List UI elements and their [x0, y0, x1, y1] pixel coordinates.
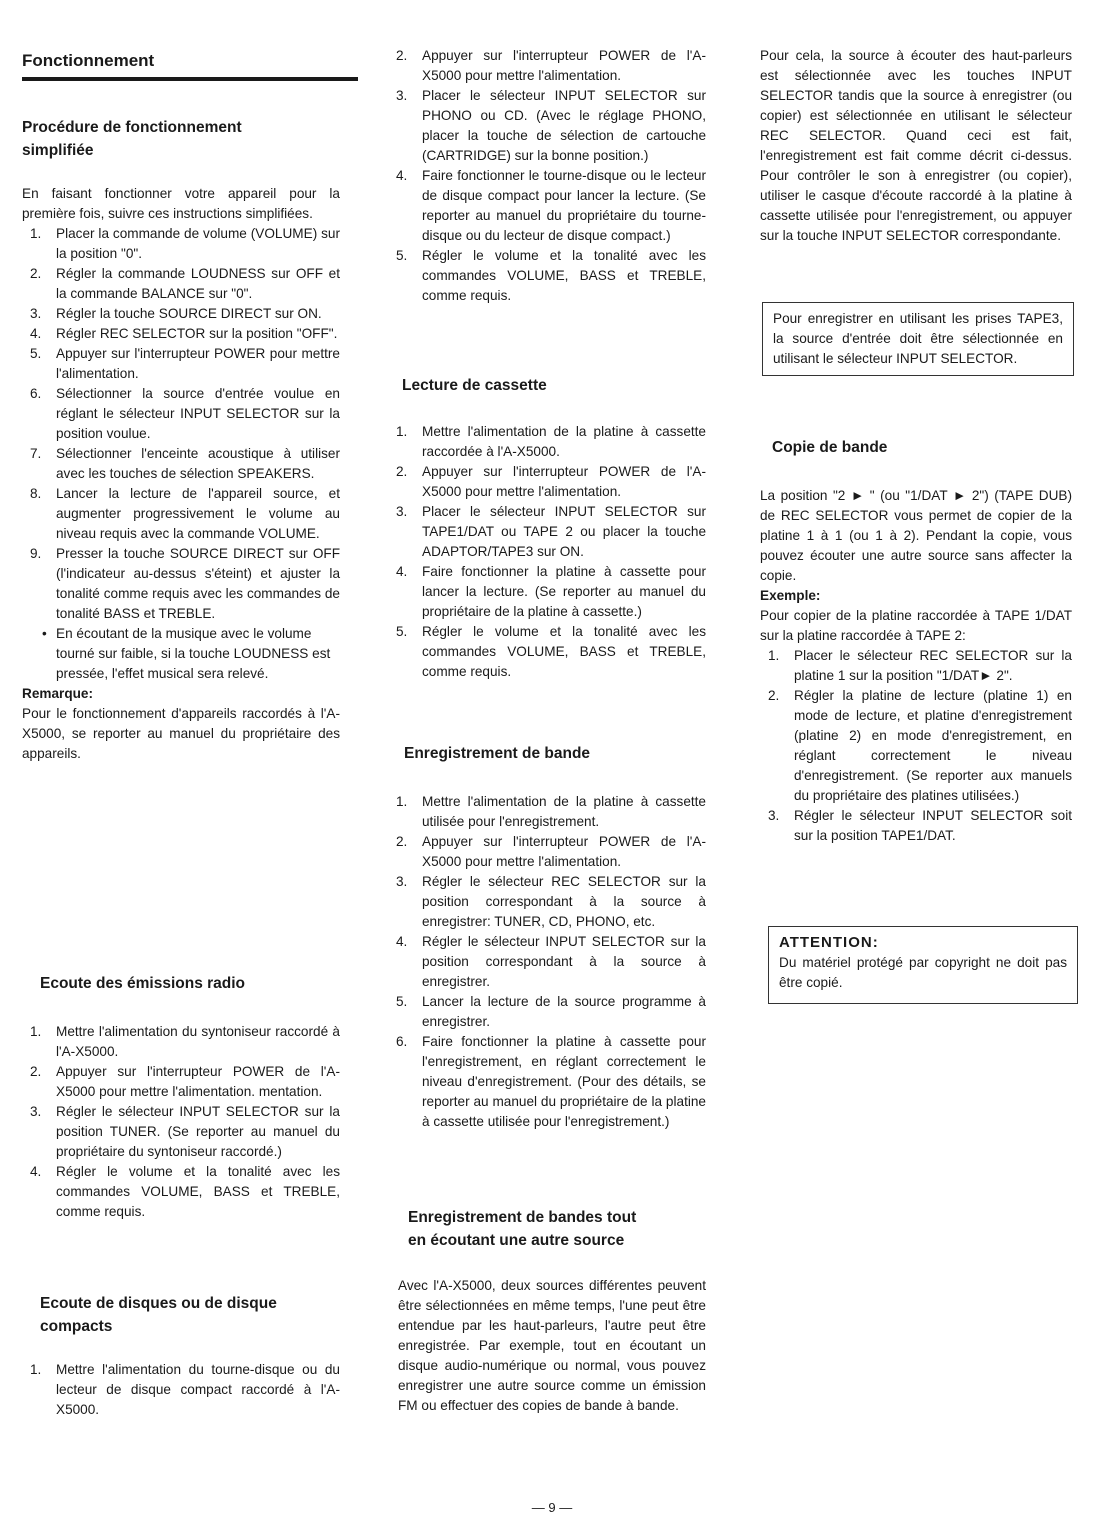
steps-list	[22, 1022, 340, 1222]
item-number: 4.	[30, 1164, 42, 1179]
item-number: 3.	[396, 874, 408, 889]
list-item	[22, 264, 340, 304]
item-number: 5.	[396, 994, 408, 1009]
item-text: Régler REC SELECTOR sur la position "OFF".	[56, 326, 338, 341]
item-text: Appuyer sur l'interrupteur POWER de l'A-X5000 pour mettre l'alimentation. mentation.	[56, 1064, 340, 1099]
item-text: Lancer la lecture de la source programme à enregistrer.	[422, 994, 706, 1029]
item-text: Mettre l'alimentation de la platine à cassette raccordée à l'A-X5000.	[422, 424, 706, 459]
item-text: Régler le sélecteur INPUT SELECTOR soit sur la position TAPE1/DAT.	[794, 808, 1072, 843]
example-label: Exemple:	[760, 588, 821, 603]
note-box	[762, 302, 1074, 376]
section-title-line: simplifiée	[22, 142, 94, 159]
section-body-record-while-listening	[398, 1276, 706, 1416]
item-number: 6.	[396, 1034, 408, 1049]
list-item	[388, 622, 706, 682]
section-title-discs	[40, 1292, 277, 1338]
attention-title: ATTENTION:	[779, 934, 879, 951]
section-title-recording: Enregistrement de bande	[404, 745, 591, 762]
intro-paragraph: En faisant fonctionner votre appareil pour la première fois, suivre ces instructions simplifiées.	[22, 186, 340, 221]
item-number: 1.	[30, 1362, 42, 1377]
item-text: Placer le sélecteur INPUT SELECTOR sur TAPE1/DAT ou TAPE 2 ou placer la touche ADAPTOR/TAPE3 sur ON.	[422, 504, 706, 559]
list-item	[388, 992, 706, 1032]
item-number: 3.	[768, 808, 780, 823]
item-number: 1.	[768, 648, 780, 663]
item-text: Mettre l'alimentation de la platine à cassette utilisée pour l'enregistrement.	[422, 794, 706, 829]
list-item	[388, 46, 706, 86]
section-body-discs-cont	[388, 46, 706, 306]
list-item	[22, 384, 340, 444]
attention-text: Du matériel protégé par copyright ne doit pas être copié.	[779, 955, 1067, 990]
item-text: Presser la touche SOURCE DIRECT sur OFF (l'indicateur au-dessus s'éteint) et ajuster la tonalité comme requis avec les commandes de tonalité BASS et TREBLE.	[56, 546, 340, 621]
list-item	[22, 544, 340, 624]
item-number: 4.	[396, 564, 408, 579]
item-number: 3.	[30, 306, 42, 321]
item-number: 5.	[396, 624, 408, 639]
item-number: 2.	[768, 688, 780, 703]
list-item	[388, 462, 706, 502]
list-item	[760, 686, 1072, 806]
item-text: Faire fonctionner la platine à cassette pour lancer la lecture. (Se reporter au manuel du propriétaire de la platine à cassette.)	[422, 564, 706, 619]
section-title-tape-dub: Copie de bande	[772, 439, 888, 456]
item-text: Régler le volume et la tonalité avec les commandes VOLUME, BASS et TREBLE, comme requis.	[56, 1164, 340, 1219]
item-text: Appuyer sur l'interrupteur POWER pour mettre l'alimentation.	[56, 346, 340, 381]
item-number: 3.	[396, 504, 408, 519]
item-text: Placer le sélecteur REC SELECTOR sur la platine 1 sur la position "1/DAT► 2".	[794, 648, 1072, 683]
item-text: Régler le sélecteur INPUT SELECTOR sur la position correspondant à la source à enregistrer.	[422, 934, 706, 989]
list-item	[388, 422, 706, 462]
steps-list	[22, 1360, 340, 1420]
item-text: Placer la commande de volume (VOLUME) sur la position "0".	[56, 226, 340, 261]
list-item	[22, 344, 340, 384]
item-text: Lancer la lecture de l'appareil source, et augmenter progressivement le volume au niveau requis avec la commande VOLUME.	[56, 486, 340, 541]
item-text: Régler le sélecteur REC SELECTOR sur la position correspondant à la source à enregistrer: TUNER, CD, PHONO, etc.	[422, 874, 706, 929]
bullet-note	[22, 624, 340, 684]
item-number: 2.	[30, 1064, 42, 1079]
bullet-icon: •	[42, 626, 47, 641]
item-number: 2.	[30, 266, 42, 281]
item-number: 5.	[396, 248, 408, 263]
attention-box	[768, 926, 1078, 1004]
item-text: Faire fonctionner la platine à cassette pour l'enregistrement, en réglant correctement le niveau d'enregistrement. (Pour des détails, se reporter au manuel du propriétaire de la platine à cassette utilisée pour l'enregistrement.)	[422, 1034, 706, 1129]
list-item	[388, 166, 706, 246]
section-title-radio: Ecoute des émissions radio	[40, 975, 246, 992]
paragraph: La position "2 ► " (ou "1/DAT ► 2") (TAPE DUB) de REC SELECTOR vous permet de copier de la platine 1 à 1 (ou 1 à 2). Pendant la copie, vous pouvez écouter une autre source sans affecter la copie.	[760, 488, 1072, 583]
steps-list	[388, 422, 706, 682]
item-number: 2.	[396, 48, 408, 63]
list-item	[22, 224, 340, 264]
section-body-tape-dub	[760, 486, 1072, 846]
list-item	[388, 1032, 706, 1132]
section-body-simplified	[22, 184, 340, 764]
item-text: Appuyer sur l'interrupteur POWER de l'A-X5000 pour mettre l'alimentation.	[422, 464, 706, 499]
section-title-line: en écoutant une autre source	[408, 1232, 625, 1249]
item-text: Régler la commande LOUDNESS sur OFF et la commande BALANCE sur "0".	[56, 266, 340, 301]
list-item	[22, 444, 340, 484]
section-title-simplified	[22, 116, 242, 162]
list-item	[22, 1162, 340, 1222]
item-text: Faire fonctionner le tourne-disque ou le lecteur de disque compact pour lancer la lecture. (Se reporter au manuel du propriétaire du tourne-disque ou du lecteur de disque compact.)	[422, 168, 706, 243]
item-number: 4.	[396, 934, 408, 949]
item-number: 8.	[30, 486, 42, 501]
item-text: Régler la touche SOURCE DIRECT sur ON.	[56, 306, 322, 321]
item-number: 1.	[30, 226, 42, 241]
list-item	[22, 1062, 340, 1102]
item-text: Régler le volume et la tonalité avec les commandes VOLUME, BASS et TREBLE, comme requis.	[422, 624, 706, 679]
list-item	[22, 324, 340, 344]
item-number: 7.	[30, 446, 42, 461]
item-number: 6.	[30, 386, 42, 401]
remark-text: Pour le fonctionnement d'appareils raccordés à l'A-X5000, se reporter au manuel du propriétaire des appareils.	[22, 706, 340, 761]
list-item	[22, 1360, 340, 1420]
section-title-line: compacts	[40, 1318, 113, 1335]
section-body-recording	[388, 792, 706, 1132]
item-number: 2.	[396, 464, 408, 479]
list-item	[22, 1102, 340, 1162]
section-body-cassette	[388, 422, 706, 682]
remark-label: Remarque:	[22, 686, 94, 701]
list-item	[388, 872, 706, 932]
item-text: Régler la platine de lecture (platine 1) en mode de lecture, et platine d'enregistrement (platine 2) en mode d'enregistrement, en réglant correctement le niveau d'enregistrement. (Se reporter aux manuels du propriétaire des platines utilisées.)	[794, 688, 1072, 803]
item-text: Placer le sélecteur INPUT SELECTOR sur PHONO ou CD. (Avec le réglage PHONO, placer la touche de sélection de cartouche (CARTRIDGE) sur la bonne position.)	[422, 88, 706, 163]
page-title: Fonctionnement	[22, 50, 358, 81]
list-item	[388, 246, 706, 306]
section-body-radio	[22, 1022, 340, 1222]
list-item	[22, 304, 340, 324]
list-item	[760, 806, 1072, 846]
list-item	[388, 562, 706, 622]
section-body-record-cont	[760, 46, 1072, 246]
item-text: Sélectionner la source d'entrée voulue en réglant le sélecteur INPUT SELECTOR sur la position voulue.	[56, 386, 340, 441]
list-item	[388, 792, 706, 832]
list-item	[388, 502, 706, 562]
list-item	[388, 832, 706, 872]
paragraph: Avec l'A-X5000, deux sources différentes peuvent être sélectionnées en même temps, l'une peut être entendue par les haut-parleurs, l'autre peut être enregistrée. Par exemple, tout en écoutant un disque audio-numérique ou normal, vous pouvez enregistrer une autre source comme un émission FM ou effectuer des copies de bande à bande.	[398, 1278, 706, 1413]
example-text: Pour copier de la platine raccordée à TAPE 1/DAT sur la platine raccordée à TAPE 2:	[760, 608, 1072, 643]
bullet-text: En écoutant de la musique avec le volume tourné sur faible, si la touche LOUDNESS est pressée, l'effet musical sera relevé.	[56, 626, 331, 681]
steps-list	[760, 646, 1072, 846]
item-number: 1.	[30, 1024, 42, 1039]
item-text: Appuyer sur l'interrupteur POWER de l'A-X5000 pour mettre l'alimentation.	[422, 834, 706, 869]
item-number: 5.	[30, 346, 42, 361]
item-text: Appuyer sur l'interrupteur POWER de l'A-X5000 pour mettre l'alimentation.	[422, 48, 706, 83]
paragraph: Pour cela, la source à écouter des haut-parleurs est sélectionnée avec les touches INPUT SELECTOR tandis que la source à enregistrer (ou copier) est sélectionnée en utilisant le sélecteur REC SELECTOR. Quand ceci est fait, l'enregistrement est fait comme décrit ci-dessus. Pour contrôler le son à enregistrer (ou copier), utiliser le casque d'écoute raccordé à la platine à cassette utilisée pour l'enregistrement, ou appuyer sur la touche INPUT SELECTOR correspondante.	[760, 48, 1072, 243]
section-title-record-while-listening	[408, 1206, 636, 1252]
item-number: 3.	[396, 88, 408, 103]
item-number: 9.	[30, 546, 42, 561]
list-item	[388, 86, 706, 166]
item-number: 4.	[396, 168, 408, 183]
list-item	[760, 646, 1072, 686]
section-title-line: Ecoute de disques ou de disque	[40, 1295, 277, 1312]
item-number: 4.	[30, 326, 42, 341]
section-title-cassette: Lecture de cassette	[402, 377, 547, 394]
item-text: Régler le sélecteur INPUT SELECTOR sur la position TUNER. (Se reporter au manuel du propriétaire du syntoniseur raccordé.)	[56, 1104, 340, 1159]
steps-list	[22, 224, 340, 624]
item-number: 2.	[396, 834, 408, 849]
steps-list	[388, 46, 706, 306]
item-number: 1.	[396, 794, 408, 809]
item-number: 3.	[30, 1104, 42, 1119]
section-title-line: Procédure de fonctionnement	[22, 119, 242, 136]
item-text: Mettre l'alimentation du syntoniseur raccordé à l'A-X5000.	[56, 1024, 340, 1059]
item-text: Mettre l'alimentation du tourne-disque ou du lecteur de disque compact raccordé à l'A-X5000.	[56, 1362, 340, 1417]
item-text: Régler le volume et la tonalité avec les commandes VOLUME, BASS et TREBLE, comme requis.	[422, 248, 706, 303]
note-text: Pour enregistrer en utilisant les prises TAPE3, la source d'entrée doit être sélectionnée en utilisant le sélecteur INPUT SELECTOR.	[773, 311, 1063, 366]
steps-list	[388, 792, 706, 1132]
item-number: 1.	[396, 424, 408, 439]
page-number: — 9 —	[531, 1500, 573, 1515]
list-item	[388, 932, 706, 992]
list-item	[22, 1022, 340, 1062]
list-item	[22, 484, 340, 544]
section-title-line: Enregistrement de bandes tout	[408, 1209, 637, 1226]
section-body-discs	[22, 1360, 340, 1420]
item-text: Sélectionner l'enceinte acoustique à utiliser avec les touches de sélection SPEAKERS.	[56, 446, 340, 481]
